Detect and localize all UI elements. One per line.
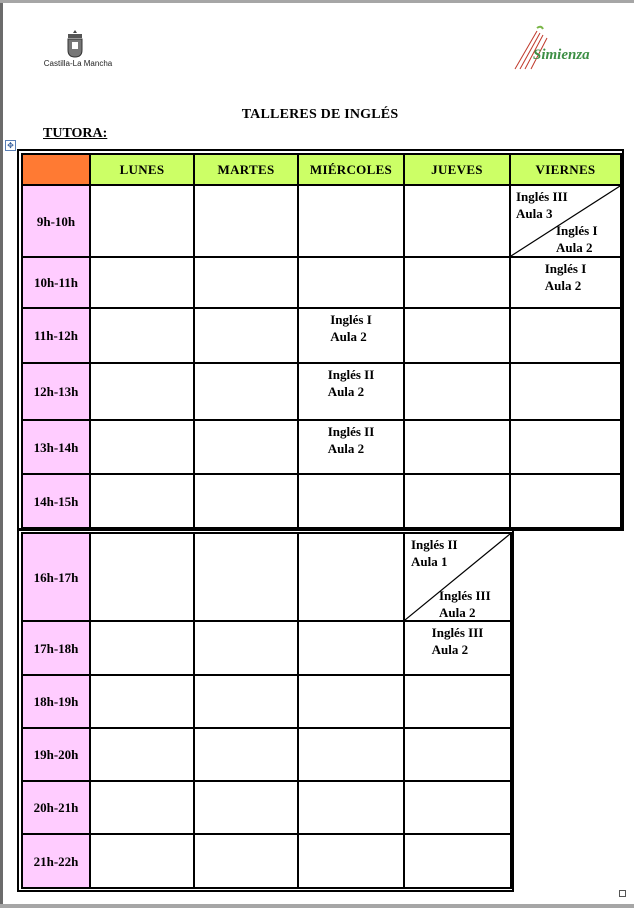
schedule-cell[interactable] — [90, 781, 194, 834]
schedule-cell[interactable] — [404, 185, 510, 257]
schedule-cell[interactable] — [194, 308, 298, 363]
logo-caption: Castilla-La Mancha — [43, 59, 113, 68]
hour-cell: 11h-12h — [22, 308, 90, 363]
day-header-thursday: JUEVES — [404, 154, 510, 185]
class-entry: Inglés II Aula 2 — [327, 424, 375, 456]
hour-cell: 18h-19h — [22, 675, 90, 728]
class-entry: Inglés I Aula 2 — [544, 261, 587, 293]
day-header-tuesday: MARTES — [194, 154, 298, 185]
schedule-cell[interactable] — [298, 834, 404, 888]
schedule-cell[interactable] — [90, 728, 194, 781]
table-row — [22, 185, 621, 257]
schedule-cell[interactable] — [90, 834, 194, 888]
day-header-wednesday: MIÉRCOLES — [298, 154, 404, 185]
class-entry-upper: Inglés II Aula 1 — [411, 537, 458, 569]
class-cell[interactable] — [404, 621, 511, 675]
table-row — [22, 781, 511, 834]
schedule-cell[interactable] — [298, 185, 404, 257]
schedule-cell[interactable] — [194, 781, 298, 834]
hour-cell: 16h-17h — [22, 533, 90, 621]
class-entry: Inglés I Aula 2 — [330, 312, 372, 344]
schedule-cell[interactable] — [298, 474, 404, 528]
afternoon-schedule-table — [21, 532, 512, 889]
schedule-cell[interactable] — [194, 474, 298, 528]
schedule-cell[interactable] — [90, 185, 194, 257]
schedule-cell[interactable] — [404, 420, 510, 474]
schedule-cell[interactable] — [404, 781, 511, 834]
schedule-cell[interactable] — [404, 728, 511, 781]
schedule-cell[interactable] — [90, 257, 194, 308]
class-entry: Inglés III Aula 2 — [431, 625, 484, 657]
table-resize-handle[interactable] — [619, 890, 626, 897]
day-header-row — [22, 154, 621, 185]
split-class-cell[interactable] — [404, 533, 511, 621]
schedule-cell[interactable] — [90, 474, 194, 528]
morning-schedule-table — [21, 153, 622, 529]
table-row — [22, 308, 621, 363]
schedule-cell[interactable] — [510, 308, 621, 363]
schedule-cell[interactable] — [194, 363, 298, 420]
table-row — [22, 257, 621, 308]
hour-cell: 9h-10h — [22, 185, 90, 257]
simienza-logo — [511, 25, 611, 71]
schedule-cell[interactable] — [194, 533, 298, 621]
schedule-cell[interactable] — [298, 257, 404, 308]
schedule-cell[interactable] — [404, 308, 510, 363]
schedule-cell[interactable] — [90, 621, 194, 675]
schedule-cell[interactable] — [194, 834, 298, 888]
table-move-handle-icon[interactable]: ✥ — [5, 140, 16, 151]
coat-of-arms-icon — [66, 30, 84, 58]
document-page — [0, 3, 634, 904]
hour-cell: 10h-11h — [22, 257, 90, 308]
hour-cell: 21h-22h — [22, 834, 90, 888]
hour-cell: 20h-21h — [22, 781, 90, 834]
hour-cell: 12h-13h — [22, 363, 90, 420]
schedule-cell[interactable] — [510, 363, 621, 420]
document-title: TALLERES DE INGLÉS — [241, 107, 399, 122]
schedule-cell[interactable] — [194, 621, 298, 675]
schedule-cell[interactable] — [90, 420, 194, 474]
table-row — [22, 474, 621, 528]
schedule-cell[interactable] — [90, 675, 194, 728]
schedule-cell[interactable] — [90, 533, 194, 621]
schedule-cell[interactable] — [194, 420, 298, 474]
class-entry: Inglés II Aula 2 — [327, 367, 375, 399]
class-cell[interactable] — [298, 308, 404, 363]
schedule-cell[interactable] — [298, 675, 404, 728]
hour-cell: 19h-20h — [22, 728, 90, 781]
class-entry-lower: Inglés III Aula 2 — [439, 588, 491, 620]
schedule-cell[interactable] — [194, 675, 298, 728]
schedule-cell[interactable] — [194, 728, 298, 781]
castilla-la-mancha-logo — [41, 27, 115, 73]
split-class-cell[interactable] — [510, 185, 621, 257]
schedule-cell[interactable] — [404, 474, 510, 528]
schedule-cell[interactable] — [404, 675, 511, 728]
schedule-cell[interactable] — [298, 533, 404, 621]
schedule-cell[interactable] — [298, 728, 404, 781]
simienza-wordmark: Simienza — [533, 47, 590, 63]
table-row — [22, 621, 511, 675]
corner-cell — [22, 154, 90, 185]
schedule-cell[interactable] — [404, 363, 510, 420]
schedule-cell[interactable] — [90, 308, 194, 363]
schedule-cell[interactable] — [404, 257, 510, 308]
day-header-friday: VIERNES — [510, 154, 621, 185]
schedule-cell[interactable] — [510, 474, 621, 528]
table-row — [22, 420, 621, 474]
schedule-cell[interactable] — [298, 781, 404, 834]
schedule-cell[interactable] — [510, 420, 621, 474]
hour-cell: 17h-18h — [22, 621, 90, 675]
schedule-cell[interactable] — [298, 621, 404, 675]
schedule-cell[interactable] — [194, 257, 298, 308]
day-header-monday: LUNES — [90, 154, 194, 185]
schedule-cell[interactable] — [404, 834, 511, 888]
table-row — [22, 834, 511, 888]
table-row — [22, 363, 621, 420]
class-cell[interactable] — [510, 257, 621, 308]
class-cell[interactable] — [298, 420, 404, 474]
schedule-cell[interactable] — [90, 363, 194, 420]
table-row — [22, 728, 511, 781]
schedule-cell[interactable] — [194, 185, 298, 257]
class-cell[interactable] — [298, 363, 404, 420]
table-row — [22, 533, 511, 621]
tutora-label: TUTORA: — [43, 126, 108, 141]
class-entry-upper: Inglés III Aula 3 — [516, 189, 568, 221]
table-row — [22, 675, 511, 728]
class-entry-lower: Inglés I Aula 2 — [556, 223, 598, 255]
hour-cell: 13h-14h — [22, 420, 90, 474]
hour-cell: 14h-15h — [22, 474, 90, 528]
